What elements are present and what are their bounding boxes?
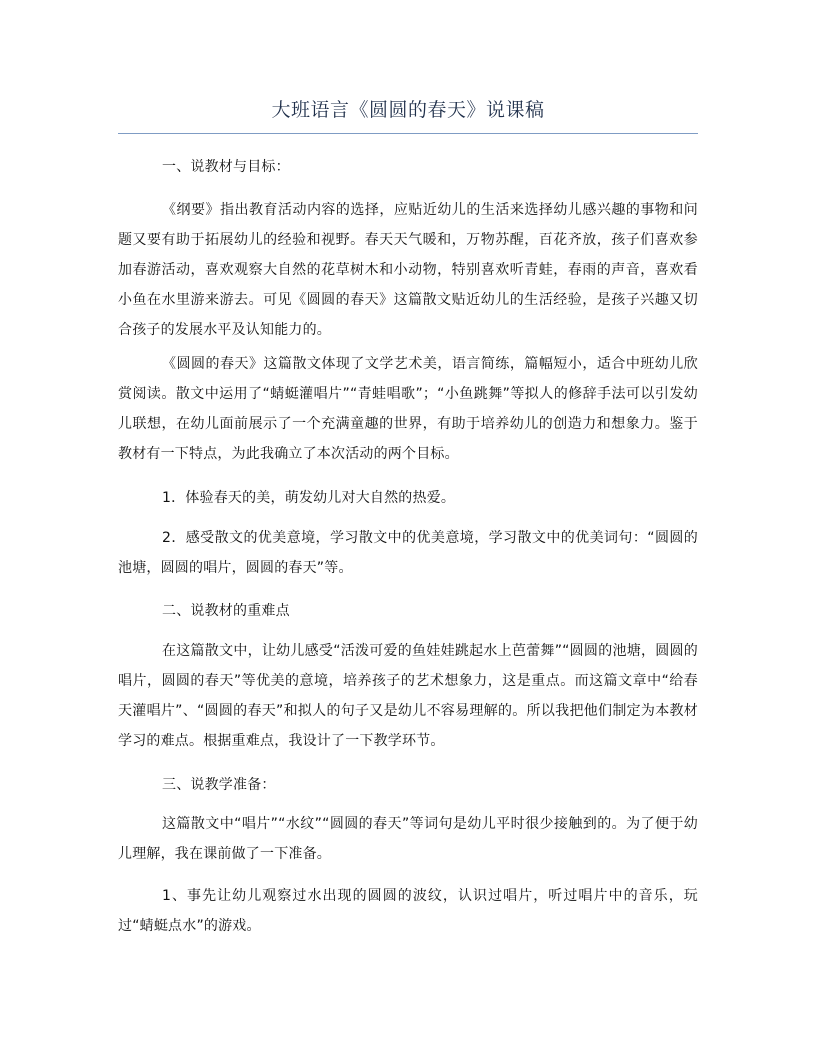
paragraph: 在这篇散文中，让幼儿感受“活泼可爱的鱼娃娃跳起水上芭蕾舞”“圆圆的池塘，圆圆的唱片，圆圆的春天”等优美的意境，培养孩子的艺术想象力，这是重点。而这篇文章中“给春天灌唱片”、“圆圆的春天”和拟人的句子又是幼儿不容易理解的。所以我把他们制定为本教材学习的难点。根据重难点，我设计了一下教学环节。 [118,643,698,749]
paragraph: 这篇散文中“唱片”“水纹”“圆圆的春天”等词句是幼儿平时很少接触到的。为了便于幼儿理解，我在课前做了一下准备。 [118,816,698,862]
document-title: 大班语言《圆圆的春天》说课稿 [271,99,545,121]
section-heading-3: 三、说教学准备： [162,777,276,793]
preparation-item-1: 1、事先让幼儿观察过水出现的圆圆的波纹，认识过唱片，听过唱片中的音乐，玩过“蜻蜓点水”的游戏。 [118,888,698,934]
paragraph: 《圆圆的春天》这篇散文体现了文学艺术美，语言简练，篇幅短小，适合中班幼儿欣赏阅读。散文中运用了“蜻蜓灌唱片”“青蛙唱歌”；“小鱼跳舞”等拟人的修辞手法可以引发幼儿联想，在幼儿面前展示了一个充满童趣的世界，有助于培养幼儿的创造力和想象力。鉴于教材有一下特点，为此我确立了本次活动的两个目标。 [118,356,698,462]
goal-item-1: 1．体验春天的美，萌发幼儿对大自然的热爱。 [162,490,456,506]
title-divider [118,133,698,134]
section-heading-1: 一、说教材与目标： [162,159,290,175]
section-heading-2: 二、说教材的重难点 [162,603,290,619]
paragraph: 《纲要》指出教育活动内容的选择，应贴近幼儿的生活来选择幼儿感兴趣的事物和问题又要有助于拓展幼儿的经验和视野。春天天气暖和，万物苏醒，百花齐放，孩子们喜欢参加春游活动，喜欢观察大自然的花草树木和小动物，特别喜欢听青蛙，春雨的声音，喜欢看小鱼在水里游来游去。可见《圆圆的春天》这篇散文贴近幼儿的生活经验，是孩子兴趣又切合孩子的发展水平及认知能力的。 [118,202,698,338]
goal-item-2: 2．感受散文的优美意境，学习散文中的优美意境，学习散文中的优美词句：“圆圆的池塘，圆圆的唱片，圆圆的春天”等。 [118,530,698,576]
